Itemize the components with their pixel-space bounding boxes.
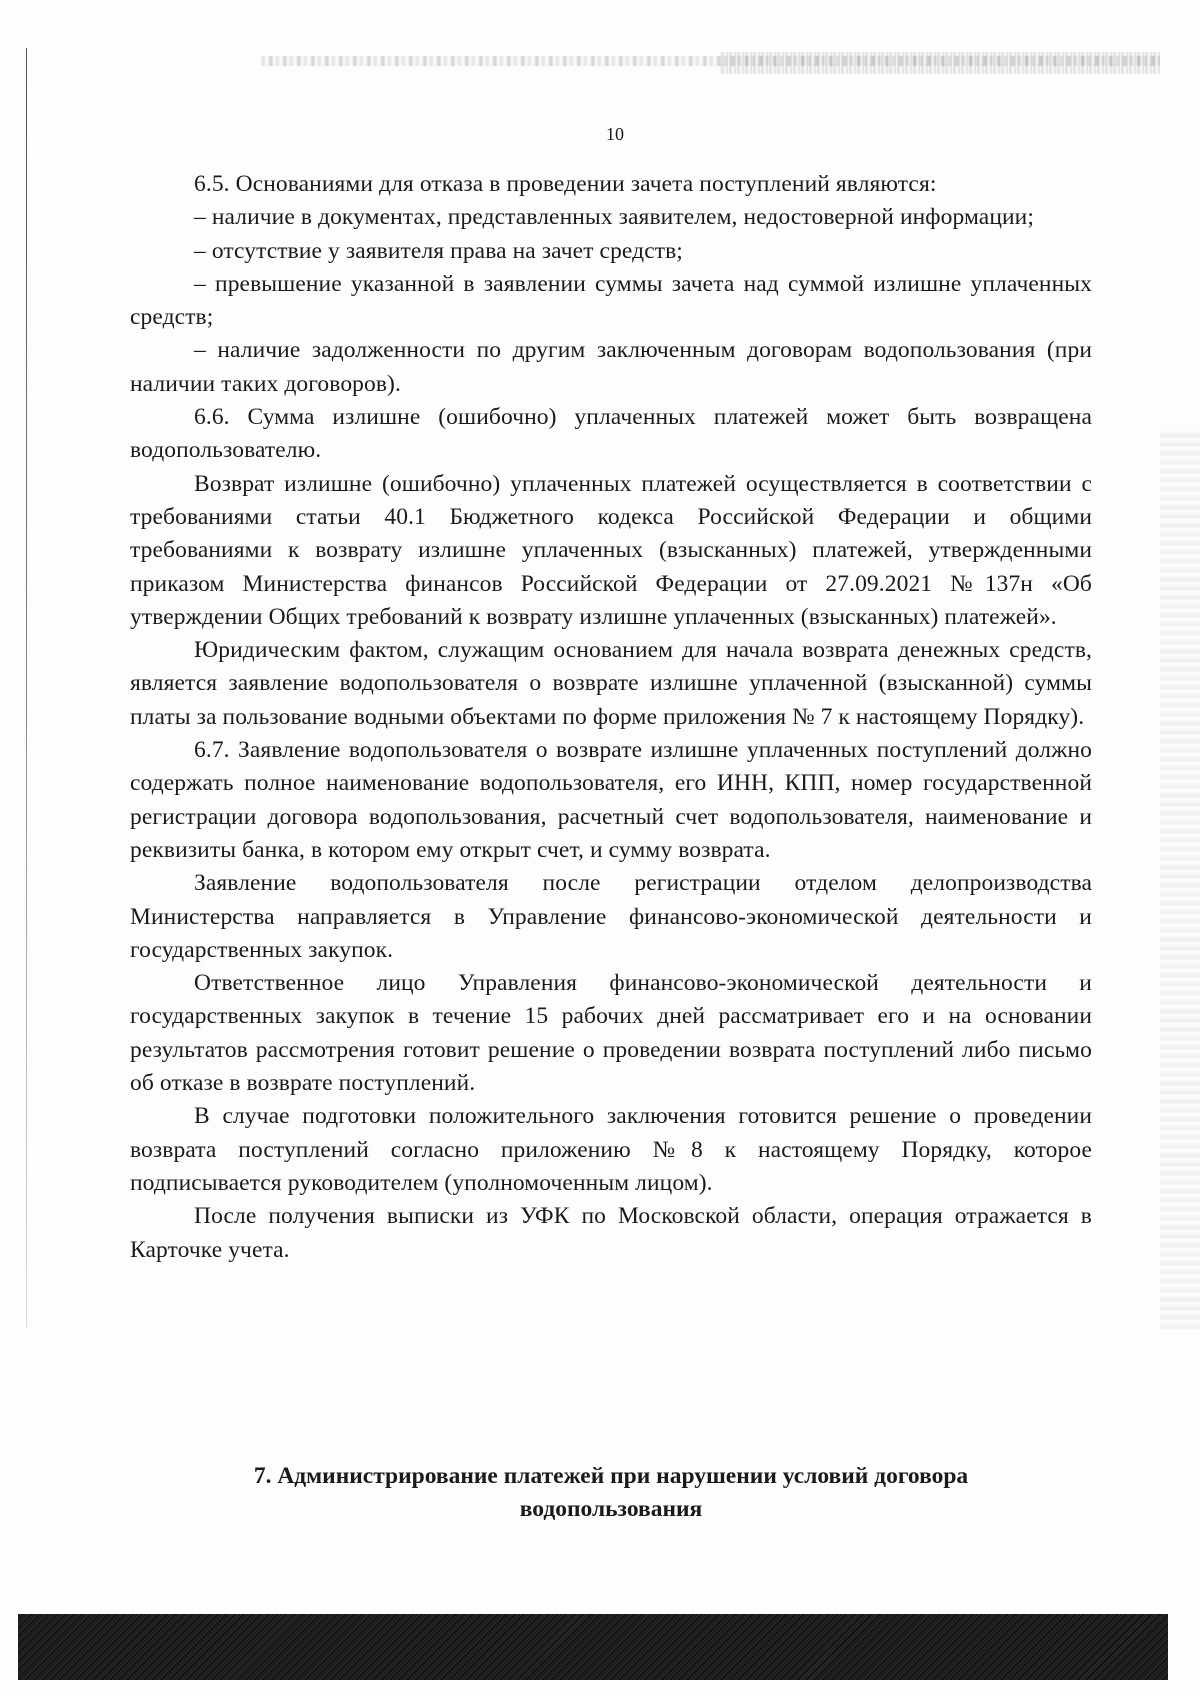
paragraph-6-5: 6.5. Основаниями для отказа в проведении зачета поступлений являются:: [194, 171, 937, 197]
page-number: 10: [606, 124, 624, 144]
document-body: [130, 168, 1092, 1267]
paragraph-positive-conclusion: В случае подготовки положительного заключения готовится решение о проведении возврата поступлений согласно приложению №8 к настоящему Порядку, которое подписывается руководителем (уполномоченным лицом).: [130, 1103, 1092, 1196]
scan-top-noise-dark: [720, 52, 1160, 74]
scan-right-noise: [1160, 430, 1200, 1330]
list-item-debt: – наличие задолженности по другим заключенным договорам водопользования (при наличии таких договоров).: [130, 337, 1092, 397]
section-heading: [130, 1460, 1092, 1526]
section-heading-line-1: 7. Администрирование платежей при нарушении условий договора: [253, 1463, 969, 1489]
section-heading-line-2: водопользования: [519, 1496, 703, 1522]
paragraph-ufk-statement: После получения выписки из УФК по Московской области, операция отражается в Карточке учета.: [130, 1203, 1092, 1263]
paragraph-6-6: 6.6. Сумма излишне (ошибочно) уплаченных платежей может быть возвращена водопользователю.: [130, 404, 1092, 464]
list-item-no-right: – отсутствие у заявителя права на зачет средств;: [194, 237, 683, 264]
paragraph-6-7: 6.7. Заявление водопользователя о возврате излишне уплаченных поступлений должно содержать полное наименование водопользователя, его ИНН, КПП, номер государственной регистрации договора водопользования, расчетный счет водопользователя, наименование и реквизиты банка, в котором ему открыт счет, и сумму возврата.: [130, 737, 1092, 863]
list-item-excess-amount: – превышение указанной в заявлении суммы зачета над суммой излишне уплаченных средств;: [130, 270, 1092, 331]
paragraph-registration: Заявление водопользователя после регистрации отделом делопроизводства Министерства направляется в Управление финансово-экономической деятельности и государственных закупок.: [130, 870, 1092, 963]
list-item-false-info: – наличие в документах, представленных заявителем, недостоверной информации;: [194, 204, 1034, 231]
paragraph-refund-basis: Возврат излишне (ошибочно) уплаченных платежей осуществляется в соответствии с требованиями статьи 40.1 Бюджетного кодекса Российской Федерации и общими требованиями к возврату излишне уплаченных (взысканных) платежей, утвержденными приказом Министерства финансов Российской Федерации от 27.09.2021 №137н «Об утверждении Общих требований к возврату излишне уплаченных (взысканных) платежей».: [130, 470, 1092, 630]
paragraph-responsible-person: Ответственное лицо Управления финансово-экономической деятельности и государственных закупок в течение 15 рабочих дней рассматривает его и на основании результатов рассмотрения готовит решение о проведении возврата поступлений либо письмо об отказе в возврате поступлений.: [130, 970, 1092, 1097]
scan-bottom-black-bar: [18, 1614, 1168, 1680]
paragraph-legal-fact: Юридическим фактом, служащим основанием для начала возврата денежных средств, является заявление водопользователя о возврате излишне уплаченной (взысканной) суммы платы за пользование водными объектами по форме приложения № 7 к настоящему Порядку).: [130, 637, 1092, 730]
scan-left-edge: [26, 48, 27, 1328]
